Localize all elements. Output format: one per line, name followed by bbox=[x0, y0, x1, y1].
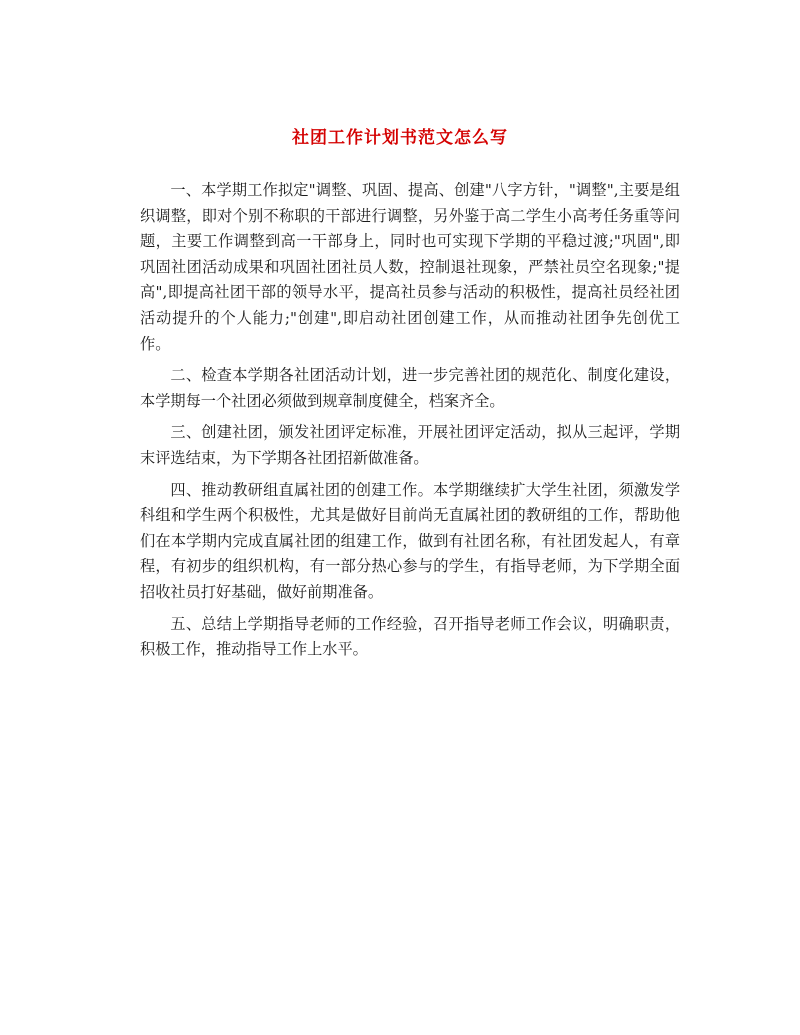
paragraph-3: 三、创建社团，颁发社团评定标准，开展社团评定活动，拟从三起评，学期末评选结束，为下学期各社团招新做准备。 bbox=[140, 423, 680, 467]
paragraph-1: 一、本学期工作拟定"调整、巩固、提高、创建"八字方针，"调整",主要是组织调整，即对个别不称职的干部进行调整，另外鉴于高二学生小高考任务重等问题，主要工作调整到高一干部身上，同时也可实现下学期的平稳过渡;"巩固",即巩固社团活动成果和巩固社团社员人数，控制退社现象，严禁社员空名现象;"提高",即提高社团干部的领导水平，提高社员参与活动的积极性，提高社员经社团活动提升的个人能力;"创建",即启动社团创建工作，从而推动社团争先创优工作。 bbox=[140, 181, 680, 353]
document-title: 社团工作计划书范文怎么写 bbox=[292, 128, 508, 149]
document-body bbox=[140, 178, 680, 669]
paragraph-2: 二、检查本学期各社团活动计划，进一步完善社团的规范化、制度化建设，本学期每一个社团必须做到规章制度健全，档案齐全。 bbox=[140, 366, 680, 410]
paragraph-5: 五、总结上学期指导老师的工作经验，召开指导老师工作会议，明确职责，积极工作，推动指导工作上水平。 bbox=[140, 614, 680, 659]
paragraph-4: 四、推动教研组直属社团的创建工作。本学期继续扩大学生社团，须激发学科组和学生两个积极性，尤其是做好目前尚无直属社团的教研组的工作，帮助他们在本学期内完成直属社团的组建工作，做到有社团名称，有社团发起人，有章程，有初步的组织机构，有一部分热心参与的学生，有指导老师，为下学期全面招收社员打好基础，做好前期准备。 bbox=[140, 480, 680, 601]
